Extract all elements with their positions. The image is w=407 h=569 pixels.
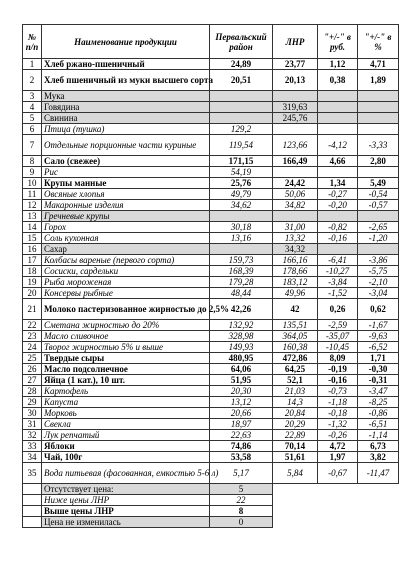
lnr-price: 49,96 xyxy=(273,288,318,299)
table-row xyxy=(23,167,399,178)
product-name: Морковь xyxy=(42,408,210,419)
summary-value: 22 xyxy=(210,495,273,506)
product-name: Масло подсолнечное xyxy=(42,364,210,375)
summary-value: 5 xyxy=(210,484,273,495)
diff-pct: 4,71 xyxy=(358,59,399,70)
table-row xyxy=(23,178,399,189)
lnr-price: 34,32 xyxy=(273,244,318,255)
lnr-price: 23,77 xyxy=(273,59,318,70)
row-number: 6 xyxy=(23,124,42,135)
product-name: Гречневые крупы xyxy=(42,211,210,222)
product-name: Сметана жирностью до 20% xyxy=(42,320,210,331)
diff-pct: -6,51 xyxy=(358,419,399,430)
row-number: 11 xyxy=(23,189,42,200)
row-number: 35 xyxy=(23,463,42,484)
lnr-price: 13,32 xyxy=(273,233,318,244)
row-number: 3 xyxy=(23,91,42,102)
lnr-price: 20,13 xyxy=(273,70,318,91)
lnr-price: 20,84 xyxy=(273,408,318,419)
row-number: 17 xyxy=(23,255,42,266)
diff-rub xyxy=(318,113,358,124)
diff-rub: -0,26 xyxy=(318,430,358,441)
table-row xyxy=(23,430,399,441)
row-number: 29 xyxy=(23,397,42,408)
diff-pct: -1,14 xyxy=(358,430,399,441)
diff-pct: -1,67 xyxy=(358,320,399,331)
diff-rub: 0,26 xyxy=(318,299,358,320)
row-number: 9 xyxy=(23,167,42,178)
region-price: 22,63 xyxy=(210,430,273,441)
product-name: Говядина xyxy=(42,102,210,113)
lnr-price: 319,63 xyxy=(273,102,318,113)
product-name: Колбасы вареные (первого сорта) xyxy=(42,255,210,266)
diff-rub: 8,09 xyxy=(318,353,358,364)
table-row xyxy=(23,211,399,222)
lnr-price xyxy=(273,167,318,178)
region-price: 25,76 xyxy=(210,178,273,189)
row-number: 1 xyxy=(23,59,42,70)
lnr-price: 135,51 xyxy=(273,320,318,331)
product-name: Яблоки xyxy=(42,441,210,452)
lnr-price: 70,14 xyxy=(273,441,318,452)
row-number: 20 xyxy=(23,288,42,299)
row-number: 2 xyxy=(23,70,42,91)
lnr-price: 51,61 xyxy=(273,452,318,463)
row-number: 34 xyxy=(23,452,42,463)
region-price: 13,12 xyxy=(210,397,273,408)
table-row xyxy=(23,189,399,200)
region-price: 51,95 xyxy=(210,375,273,386)
table-row xyxy=(23,386,399,397)
diff-pct: 1,71 xyxy=(358,353,399,364)
diff-rub xyxy=(318,167,358,178)
diff-pct: -9,63 xyxy=(358,331,399,342)
product-name: Сахар xyxy=(42,244,210,255)
region-price: 171,15 xyxy=(210,156,273,167)
table-row xyxy=(23,222,399,233)
row-number: 8 xyxy=(23,156,42,167)
region-price: 49,79 xyxy=(210,189,273,200)
product-name: Горох xyxy=(42,222,210,233)
region-price: 64,06 xyxy=(210,364,273,375)
diff-pct: 3,82 xyxy=(358,452,399,463)
diff-rub: -1,32 xyxy=(318,419,358,430)
diff-pct: -3,47 xyxy=(358,386,399,397)
table-row xyxy=(23,124,399,135)
region-price: 74,86 xyxy=(210,441,273,452)
diff-pct xyxy=(358,124,399,135)
diff-pct: -5,75 xyxy=(358,266,399,277)
summary-body xyxy=(23,484,399,528)
summary-spacer xyxy=(23,484,42,495)
summary-spacer xyxy=(23,517,42,528)
diff-rub: -35,07 xyxy=(318,331,358,342)
product-name: Молоко пастеризованное жирностью до 2,5% xyxy=(42,299,210,320)
diff-rub: -2,59 xyxy=(318,320,358,331)
summary-label: Выше цены ЛНР xyxy=(42,506,210,517)
table-row xyxy=(23,266,399,277)
lnr-price xyxy=(273,124,318,135)
table-row xyxy=(23,244,399,255)
header-diff-pct: "+/-" в % xyxy=(358,25,399,59)
row-number: 33 xyxy=(23,441,42,452)
summary-label: Цена не изменилась xyxy=(42,517,210,528)
region-price: 5,17 xyxy=(210,463,273,484)
region-price: 53,58 xyxy=(210,452,273,463)
diff-rub: 4,66 xyxy=(318,156,358,167)
diff-rub xyxy=(318,124,358,135)
diff-rub: 1,34 xyxy=(318,178,358,189)
row-number: 28 xyxy=(23,386,42,397)
summary-row xyxy=(23,495,399,506)
diff-rub xyxy=(318,244,358,255)
row-number: 23 xyxy=(23,331,42,342)
row-number: 7 xyxy=(23,135,42,156)
diff-pct: -0,54 xyxy=(358,189,399,200)
region-price: 48,44 xyxy=(210,288,273,299)
region-price: 480,95 xyxy=(210,353,273,364)
region-price: 30,18 xyxy=(210,222,273,233)
summary-label: Отсутствует цена: xyxy=(42,484,210,495)
product-name: Макаронные изделия xyxy=(42,200,210,211)
row-number: 12 xyxy=(23,200,42,211)
region-price xyxy=(210,113,273,124)
row-number: 26 xyxy=(23,364,42,375)
product-name: Творог жирностью 5% и выше xyxy=(42,342,210,353)
region-price: 179,28 xyxy=(210,277,273,288)
diff-rub: -10,27 xyxy=(318,266,358,277)
summary-row xyxy=(23,506,399,517)
product-name: Сосиски, сардельки xyxy=(42,266,210,277)
table-row xyxy=(23,408,399,419)
row-number: 14 xyxy=(23,222,42,233)
diff-pct xyxy=(358,102,399,113)
product-name: Хлеб ржано-пшеничный xyxy=(42,59,210,70)
region-price xyxy=(210,102,273,113)
diff-pct: -0,86 xyxy=(358,408,399,419)
header-no: № п/п xyxy=(23,25,42,59)
diff-pct: 6,73 xyxy=(358,441,399,452)
table-row xyxy=(23,91,399,102)
region-price: 24,89 xyxy=(210,59,273,70)
diff-pct: -0,57 xyxy=(358,200,399,211)
header-lnr: ЛНР xyxy=(273,25,318,59)
lnr-price: 52,1 xyxy=(273,375,318,386)
summary-row xyxy=(23,517,399,528)
product-name: Консервы рыбные xyxy=(42,288,210,299)
diff-pct: -2,10 xyxy=(358,277,399,288)
diff-rub xyxy=(318,211,358,222)
row-number: 16 xyxy=(23,244,42,255)
diff-pct: -3,33 xyxy=(358,135,399,156)
diff-rub: -0,67 xyxy=(318,463,358,484)
region-price: 20,51 xyxy=(210,70,273,91)
region-price: 54,19 xyxy=(210,167,273,178)
product-name: Сало (свежее) xyxy=(42,156,210,167)
lnr-price: 472,86 xyxy=(273,353,318,364)
table-row xyxy=(23,397,399,408)
region-price: 34,62 xyxy=(210,200,273,211)
region-price: 149,93 xyxy=(210,342,273,353)
lnr-price: 245,76 xyxy=(273,113,318,124)
region-price xyxy=(210,211,273,222)
diff-pct xyxy=(358,91,399,102)
lnr-price: 42 xyxy=(273,299,318,320)
summary-spacer xyxy=(23,495,42,506)
product-name: Капуста xyxy=(42,397,210,408)
table-row xyxy=(23,419,399,430)
table-row xyxy=(23,463,399,484)
table-row xyxy=(23,233,399,244)
product-name: Вода питьевая (фасованная, емкостью 5-6 л) xyxy=(42,463,210,484)
table-row xyxy=(23,452,399,463)
table-row xyxy=(23,320,399,331)
diff-rub: -0,16 xyxy=(318,233,358,244)
table-row xyxy=(23,342,399,353)
diff-pct: -6,52 xyxy=(358,342,399,353)
lnr-price: 50,06 xyxy=(273,189,318,200)
diff-pct: 0,62 xyxy=(358,299,399,320)
row-number: 4 xyxy=(23,102,42,113)
table-row xyxy=(23,353,399,364)
diff-rub: -1,18 xyxy=(318,397,358,408)
diff-rub: -0,18 xyxy=(318,408,358,419)
lnr-price xyxy=(273,211,318,222)
lnr-price: 21,03 xyxy=(273,386,318,397)
summary-row xyxy=(23,484,399,495)
product-name: Яйца (1 кат.), 10 шт. xyxy=(42,375,210,386)
diff-rub: 1,12 xyxy=(318,59,358,70)
region-price: 13,16 xyxy=(210,233,273,244)
table-row xyxy=(23,135,399,156)
lnr-price: 166,49 xyxy=(273,156,318,167)
diff-pct: -1,20 xyxy=(358,233,399,244)
region-price: 159,73 xyxy=(210,255,273,266)
diff-pct: -0,30 xyxy=(358,364,399,375)
diff-pct: -11,47 xyxy=(358,463,399,484)
row-number: 13 xyxy=(23,211,42,222)
region-price: 20,66 xyxy=(210,408,273,419)
lnr-price: 183,12 xyxy=(273,277,318,288)
diff-rub: -0,27 xyxy=(318,189,358,200)
lnr-price: 364,05 xyxy=(273,331,318,342)
lnr-price: 24,42 xyxy=(273,178,318,189)
table-row xyxy=(23,70,399,91)
diff-pct: -3,04 xyxy=(358,288,399,299)
diff-rub: 4,72 xyxy=(318,441,358,452)
diff-pct: 5,49 xyxy=(358,178,399,189)
product-name: Соль кухонная xyxy=(42,233,210,244)
table-row xyxy=(23,200,399,211)
row-number: 10 xyxy=(23,178,42,189)
diff-rub xyxy=(318,91,358,102)
region-price xyxy=(210,244,273,255)
region-price: 42,26 xyxy=(210,299,273,320)
diff-pct xyxy=(358,211,399,222)
lnr-price: 20,29 xyxy=(273,419,318,430)
summary-value: 0 xyxy=(210,517,273,528)
diff-pct xyxy=(358,244,399,255)
diff-pct: -2,65 xyxy=(358,222,399,233)
summary-label: Ниже цены ЛНР xyxy=(42,495,210,506)
lnr-price: 22,89 xyxy=(273,430,318,441)
product-name: Отдельные порционные части куриные xyxy=(42,135,210,156)
row-number: 21 xyxy=(23,299,42,320)
table-row xyxy=(23,102,399,113)
diff-rub: 1,97 xyxy=(318,452,358,463)
region-price: 20,30 xyxy=(210,386,273,397)
table-row xyxy=(23,59,399,70)
diff-rub xyxy=(318,102,358,113)
table-body xyxy=(23,59,399,484)
row-number: 15 xyxy=(23,233,42,244)
diff-rub: 0,38 xyxy=(318,70,358,91)
table-row xyxy=(23,375,399,386)
product-name: Лук репчатый xyxy=(42,430,210,441)
lnr-price xyxy=(273,91,318,102)
product-name: Мука xyxy=(42,91,210,102)
diff-rub: -0,16 xyxy=(318,375,358,386)
table-row xyxy=(23,113,399,124)
diff-pct: 1,89 xyxy=(358,70,399,91)
row-number: 19 xyxy=(23,277,42,288)
summary-spacer xyxy=(23,506,42,517)
product-name: Масло сливочное xyxy=(42,331,210,342)
region-price: 168,39 xyxy=(210,266,273,277)
row-number: 5 xyxy=(23,113,42,124)
region-price: 18,97 xyxy=(210,419,273,430)
row-number: 31 xyxy=(23,419,42,430)
lnr-price: 31,00 xyxy=(273,222,318,233)
table-row xyxy=(23,255,399,266)
header-diff-rub: "+/-" в руб. xyxy=(318,25,358,59)
region-price: 129,2 xyxy=(210,124,273,135)
price-comparison-table xyxy=(22,24,399,528)
region-price: 132,92 xyxy=(210,320,273,331)
header-name: Наименование продукции xyxy=(42,25,210,59)
table-row xyxy=(23,277,399,288)
diff-rub: -1,52 xyxy=(318,288,358,299)
product-name: Свинина xyxy=(42,113,210,124)
diff-pct: 2,80 xyxy=(358,156,399,167)
product-name: Свекла xyxy=(42,419,210,430)
diff-pct xyxy=(358,167,399,178)
diff-rub: -0,20 xyxy=(318,200,358,211)
lnr-price: 64,25 xyxy=(273,364,318,375)
header-region: Первальский район xyxy=(210,25,273,59)
region-price xyxy=(210,91,273,102)
row-number: 18 xyxy=(23,266,42,277)
table-row xyxy=(23,441,399,452)
diff-rub: -4,12 xyxy=(318,135,358,156)
row-number: 25 xyxy=(23,353,42,364)
product-name: Чай, 100г xyxy=(42,452,210,463)
lnr-price: 178,66 xyxy=(273,266,318,277)
lnr-price: 14,3 xyxy=(273,397,318,408)
row-number: 27 xyxy=(23,375,42,386)
region-price: 328,98 xyxy=(210,331,273,342)
row-number: 22 xyxy=(23,320,42,331)
diff-pct: -8,25 xyxy=(358,397,399,408)
table-row xyxy=(23,364,399,375)
row-number: 24 xyxy=(23,342,42,353)
row-number: 30 xyxy=(23,408,42,419)
table-row xyxy=(23,299,399,320)
product-name: Рис xyxy=(42,167,210,178)
diff-rub: -10,45 xyxy=(318,342,358,353)
lnr-price: 166,16 xyxy=(273,255,318,266)
product-name: Хлеб пшеничный из муки высшего сорта xyxy=(42,70,210,91)
lnr-price: 34,82 xyxy=(273,200,318,211)
diff-rub: -0,73 xyxy=(318,386,358,397)
diff-pct: -3,86 xyxy=(358,255,399,266)
product-name: Твердые сыры xyxy=(42,353,210,364)
table-row xyxy=(23,288,399,299)
product-name: Картофель xyxy=(42,386,210,397)
product-name: Крупы манные xyxy=(42,178,210,189)
diff-rub: -6,41 xyxy=(318,255,358,266)
product-name: Овсяные хлопья xyxy=(42,189,210,200)
header-row xyxy=(23,25,399,59)
diff-rub: -0,19 xyxy=(318,364,358,375)
product-name: Птица (тушка) xyxy=(42,124,210,135)
diff-rub: -0,82 xyxy=(318,222,358,233)
summary-value: 8 xyxy=(210,506,273,517)
lnr-price: 5,84 xyxy=(273,463,318,484)
diff-pct: -0,31 xyxy=(358,375,399,386)
row-number: 32 xyxy=(23,430,42,441)
table-row xyxy=(23,331,399,342)
diff-rub: -3,84 xyxy=(318,277,358,288)
lnr-price: 123,66 xyxy=(273,135,318,156)
product-name: Рыба мороженая xyxy=(42,277,210,288)
table-row xyxy=(23,156,399,167)
lnr-price: 160,38 xyxy=(273,342,318,353)
diff-pct xyxy=(358,113,399,124)
region-price: 119,54 xyxy=(210,135,273,156)
